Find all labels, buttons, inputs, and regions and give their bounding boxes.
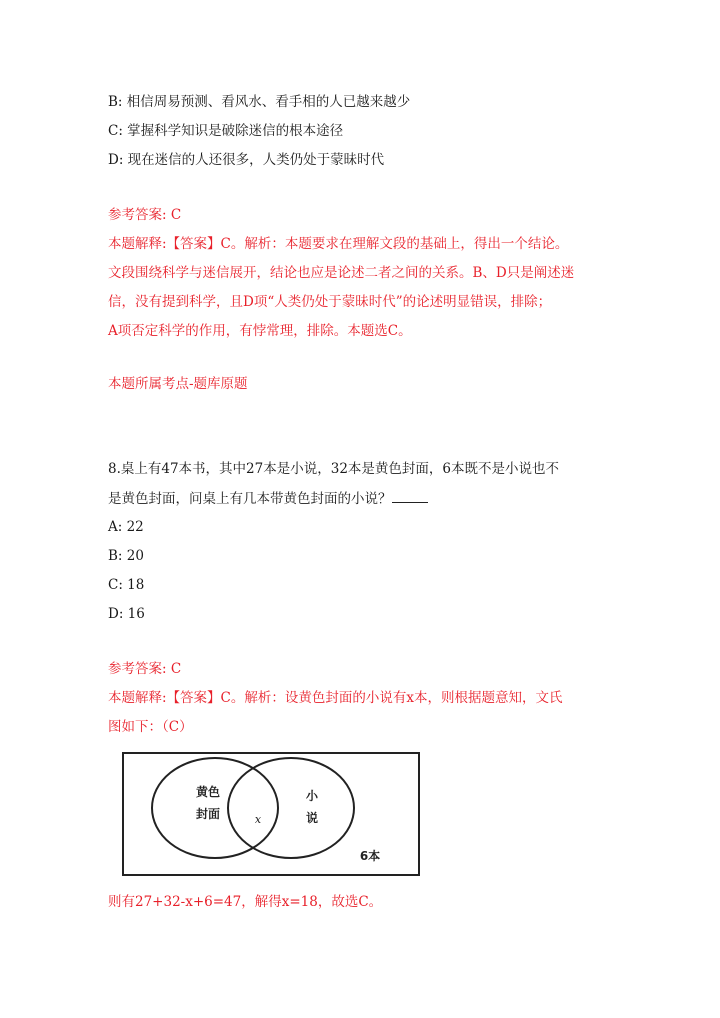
q8-stem-line-1: 8.桌上有47本书，其中27本是小说，32本是黄色封面，6本既不是小说也不 <box>108 461 560 477</box>
venn-diagram <box>122 752 420 876</box>
q8-answer: 参考答案: C <box>108 661 182 677</box>
venn-label-novel-2: 说 <box>305 811 319 825</box>
venn-circle-novel <box>228 758 354 858</box>
prev-explanation-line-4: A项否定科学的作用，有悖常理，排除。本题选C。 <box>108 323 412 339</box>
prev-explanation-line-2: 文段围绕科学与迷信展开，结论也应是论述二者之间的关系。B、D只是阐述迷 <box>108 265 575 281</box>
answer-blank <box>392 488 428 503</box>
venn-label-yellow-1: 黄色 <box>195 785 221 799</box>
q8-stem-line-2 <box>108 488 428 509</box>
prev-option-d: D: 现在迷信的人还很多，人类仍处于蒙昧时代 <box>108 152 385 168</box>
prev-explanation-line-1: 本题解释:【答案】C。解析：本题要求在理解文段的基础上，得出一个结论。 <box>108 236 569 252</box>
venn-svg <box>124 754 422 878</box>
prev-answer: 参考答案: C <box>108 207 182 223</box>
q8-stem-text: 是黄色封面，问桌上有几本带黄色封面的小说？ <box>108 491 392 507</box>
prev-option-b: B: 相信周易预测、看风水、看手相的人已越来越少 <box>108 94 411 110</box>
venn-label-yellow-2: 封面 <box>195 807 221 821</box>
prev-explanation-line-3: 信，没有提到科学，且D项“人类仍处于蒙昧时代”的论述明显错误，排除； <box>108 294 552 310</box>
prev-source: 本题所属考点-题库原题 <box>108 376 248 392</box>
venn-label-outside: 6本 <box>359 849 381 863</box>
q8-option-c: C: 18 <box>108 577 145 593</box>
prev-option-c: C: 掌握科学知识是破除迷信的根本途径 <box>108 123 344 139</box>
venn-label-x: x <box>254 813 262 826</box>
venn-label-novel-1: 小 <box>305 789 319 803</box>
q8-option-b: B: 20 <box>108 548 144 564</box>
q8-explanation-line-1: 本题解释:【答案】C。解析：设黄色封面的小说有x本，则根据题意知，文氏 <box>108 690 563 706</box>
q8-option-d: D: 16 <box>108 606 145 622</box>
q8-option-a: A: 22 <box>108 519 144 535</box>
q8-conclusion: 则有27+32-x+6=47，解得x=18，故选C。 <box>108 894 383 910</box>
q8-explanation-line-2: 图如下：（C） <box>108 719 193 735</box>
